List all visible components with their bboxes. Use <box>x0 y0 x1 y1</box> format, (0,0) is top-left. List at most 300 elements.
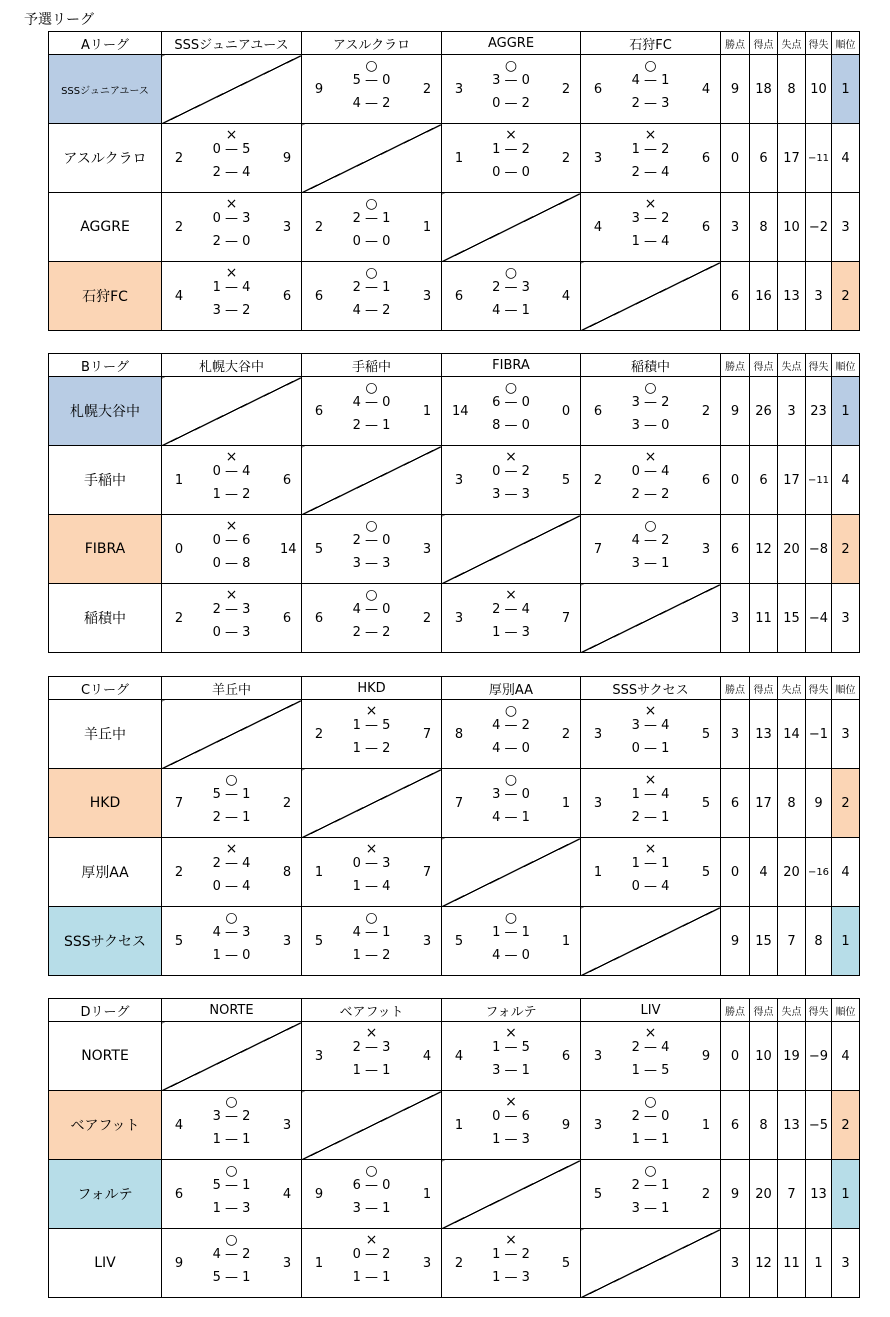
total-score-home: 3 <box>593 1118 603 1133</box>
result-mark: × <box>225 196 238 212</box>
total-score-home: 4 <box>174 1118 184 1133</box>
second-half-score: 2 — 4 <box>631 165 670 180</box>
total-score-home: 5 <box>454 934 464 949</box>
match-cell <box>442 769 581 838</box>
match-result <box>442 907 580 975</box>
match-result <box>162 1229 301 1297</box>
match-cell <box>162 769 302 838</box>
total-score-home: 5 <box>174 934 184 949</box>
match-cell <box>162 193 302 262</box>
total-score-home: 1 <box>314 1256 324 1271</box>
team-row <box>49 1091 860 1160</box>
team-row <box>49 700 860 769</box>
team-column-header: NORTE <box>162 999 302 1022</box>
total-score-home: 6 <box>593 82 603 97</box>
match-result <box>442 55 580 123</box>
points-value: 9 <box>721 1160 750 1229</box>
result-mark: × <box>365 1025 378 1041</box>
total-score-away: 0 <box>561 404 571 419</box>
diagonal-cell <box>581 907 721 976</box>
result-mark: × <box>225 587 238 603</box>
league-header-row <box>49 999 860 1022</box>
team-name: AGGRE <box>49 193 162 262</box>
total-score-away: 2 <box>701 1187 711 1202</box>
result-mark: ○ <box>644 1094 657 1110</box>
league-table-1 <box>48 353 860 653</box>
match-cell <box>581 1160 721 1229</box>
total-score-away: 4 <box>701 82 711 97</box>
total-score-away: 3 <box>282 1256 292 1271</box>
match-cell <box>442 1091 581 1160</box>
result-mark: × <box>505 127 517 143</box>
first-half-score: 2 — 0 <box>352 533 391 548</box>
goals-against-value: 13 <box>778 262 806 331</box>
league-header-row <box>49 677 860 700</box>
stat-header: 得点 <box>750 32 778 55</box>
goals-for-value: 26 <box>750 377 778 446</box>
diagonal-cell <box>442 193 581 262</box>
points-value: 9 <box>721 55 750 124</box>
result-mark: ○ <box>644 58 657 74</box>
goals-against-value: 17 <box>778 446 806 515</box>
points-value: 0 <box>721 446 750 515</box>
diagonal-cell <box>442 1160 581 1229</box>
total-score-home: 3 <box>314 1049 324 1064</box>
result-mark: × <box>505 449 517 465</box>
rank-value: 3 <box>832 193 860 262</box>
goals-for-value: 12 <box>750 515 778 584</box>
team-row <box>49 262 860 331</box>
team-name: FIBRA <box>49 515 162 584</box>
match-cell <box>162 838 302 907</box>
diagonal-cell <box>302 1091 442 1160</box>
team-column-header: アスルクラロ <box>302 32 442 55</box>
second-half-score: 4 — 2 <box>352 96 391 111</box>
total-score-away: 2 <box>561 82 571 97</box>
points-value: 9 <box>721 377 750 446</box>
match-cell <box>581 1022 721 1091</box>
total-score-home: 6 <box>454 289 464 304</box>
total-score-away: 1 <box>561 796 571 811</box>
result-mark: ○ <box>225 1232 238 1248</box>
second-half-score: 0 — 3 <box>212 625 251 640</box>
first-half-score: 4 — 2 <box>492 718 530 733</box>
result-mark: × <box>644 449 657 465</box>
team-column-header: 石狩FC <box>581 32 721 55</box>
league-name: Bリーグ <box>49 354 162 377</box>
match-result <box>581 446 720 514</box>
first-half-score: 5 — 1 <box>212 1178 251 1193</box>
second-half-score: 0 — 2 <box>492 96 530 111</box>
total-score-away: 6 <box>561 1049 571 1064</box>
second-half-score: 1 — 1 <box>212 1132 251 1147</box>
match-result <box>302 907 441 975</box>
team-column-header: LIV <box>581 999 721 1022</box>
goals-for-value: 12 <box>750 1229 778 1298</box>
total-score-home: 1 <box>174 473 184 488</box>
match-cell <box>442 262 581 331</box>
match-cell <box>302 377 442 446</box>
total-score-away: 1 <box>561 934 571 949</box>
goals-for-value: 10 <box>750 1022 778 1091</box>
goals-against-value: 15 <box>778 584 806 653</box>
stat-header: 失点 <box>778 354 806 377</box>
first-half-score: 2 — 1 <box>352 280 391 295</box>
team-name: 厚別AA <box>49 838 162 907</box>
second-half-score: 3 — 3 <box>492 487 530 502</box>
total-score-away: 7 <box>422 727 432 742</box>
total-score-away: 6 <box>701 220 711 235</box>
diagonal-cell <box>442 838 581 907</box>
first-half-score: 4 — 3 <box>212 925 251 940</box>
match-cell <box>302 584 442 653</box>
match-result <box>442 377 580 445</box>
goals-for-value: 13 <box>750 700 778 769</box>
match-result <box>581 1160 720 1228</box>
goal-difference-value: −11 <box>806 124 832 193</box>
result-mark: ○ <box>644 518 657 534</box>
total-score-away: 1 <box>422 220 432 235</box>
match-cell <box>442 124 581 193</box>
goals-against-value: 7 <box>778 907 806 976</box>
total-score-home: 1 <box>454 1118 464 1133</box>
match-cell <box>442 55 581 124</box>
second-half-score: 1 — 3 <box>212 1201 251 1216</box>
total-score-away: 3 <box>701 542 711 557</box>
points-value: 0 <box>721 1022 750 1091</box>
match-cell <box>162 907 302 976</box>
team-name: ベアフット <box>49 1091 162 1160</box>
match-result <box>162 1160 301 1228</box>
total-score-away: 5 <box>561 1256 571 1271</box>
total-score-away: 7 <box>561 611 571 626</box>
second-half-score: 1 — 3 <box>492 1132 530 1147</box>
match-cell <box>442 1022 581 1091</box>
team-name: 石狩FC <box>49 262 162 331</box>
goal-difference-value: −16 <box>806 838 832 907</box>
result-mark: × <box>225 265 238 281</box>
stat-header: 順位 <box>832 677 860 700</box>
team-column-header: 稲積中 <box>581 354 721 377</box>
stat-header: 順位 <box>832 354 860 377</box>
league-table-0 <box>48 31 860 331</box>
goals-for-value: 4 <box>750 838 778 907</box>
second-half-score: 1 — 3 <box>492 1270 530 1285</box>
total-score-home: 4 <box>174 289 184 304</box>
total-score-home: 3 <box>454 82 464 97</box>
total-score-away: 4 <box>422 1049 432 1064</box>
match-cell <box>162 515 302 584</box>
result-mark: × <box>225 449 238 465</box>
match-cell <box>442 1229 581 1298</box>
rank-value: 4 <box>832 124 860 193</box>
second-half-score: 3 — 1 <box>352 1201 391 1216</box>
total-score-home: 4 <box>454 1049 464 1064</box>
total-score-home: 7 <box>174 796 184 811</box>
result-mark: ○ <box>225 1094 238 1110</box>
diagonal-cell <box>162 55 302 124</box>
goals-for-value: 16 <box>750 262 778 331</box>
total-score-away: 1 <box>701 1118 711 1133</box>
goals-against-value: 8 <box>778 769 806 838</box>
first-half-score: 4 — 0 <box>352 602 391 617</box>
rank-value: 1 <box>832 1160 860 1229</box>
team-row <box>49 193 860 262</box>
rank-value: 3 <box>832 700 860 769</box>
match-cell <box>442 907 581 976</box>
goals-for-value: 20 <box>750 1160 778 1229</box>
first-half-score: 3 — 2 <box>631 395 670 410</box>
match-cell <box>162 446 302 515</box>
match-result <box>302 1160 441 1228</box>
match-result <box>581 700 720 768</box>
match-cell <box>162 1091 302 1160</box>
league-name: Cリーグ <box>49 677 162 700</box>
match-result <box>162 193 301 261</box>
stat-header: 得点 <box>750 354 778 377</box>
total-score-home: 2 <box>174 151 184 166</box>
goal-difference-value: −1 <box>806 700 832 769</box>
result-mark: ○ <box>365 196 378 212</box>
total-score-away: 3 <box>282 220 292 235</box>
result-mark: ○ <box>365 518 378 534</box>
second-half-score: 5 — 1 <box>212 1270 251 1285</box>
diagonal-cell <box>302 769 442 838</box>
match-result <box>162 907 301 975</box>
match-result <box>442 700 580 768</box>
second-half-score: 2 — 2 <box>631 487 670 502</box>
goal-difference-value: −8 <box>806 515 832 584</box>
stat-header: 得失 <box>806 677 832 700</box>
goal-difference-value: −5 <box>806 1091 832 1160</box>
first-half-score: 4 — 2 <box>631 533 670 548</box>
result-mark: ○ <box>225 1163 238 1179</box>
match-result <box>302 262 441 330</box>
result-mark: × <box>644 127 657 143</box>
goals-against-value: 20 <box>778 515 806 584</box>
match-result <box>302 1022 441 1090</box>
points-value: 0 <box>721 124 750 193</box>
goals-against-value: 10 <box>778 193 806 262</box>
team-column-header: SSSサクセス <box>581 677 721 700</box>
first-half-score: 2 — 1 <box>631 1178 670 1193</box>
first-half-score: 4 — 2 <box>212 1247 251 1262</box>
total-score-away: 9 <box>282 151 292 166</box>
diagonal-cell <box>581 262 721 331</box>
team-name: SSSサクセス <box>49 907 162 976</box>
goals-against-value: 11 <box>778 1229 806 1298</box>
stat-header: 順位 <box>832 32 860 55</box>
total-score-away: 6 <box>282 611 292 626</box>
match-result <box>162 1091 301 1159</box>
total-score-away: 14 <box>280 542 297 557</box>
match-cell <box>302 1160 442 1229</box>
goals-against-value: 20 <box>778 838 806 907</box>
result-mark: ○ <box>365 380 378 396</box>
points-value: 9 <box>721 907 750 976</box>
result-mark: ○ <box>644 380 657 396</box>
total-score-away: 2 <box>701 404 711 419</box>
team-column-header: フォルテ <box>442 999 581 1022</box>
first-half-score: 2 — 1 <box>352 211 391 226</box>
result-mark: ○ <box>225 910 238 926</box>
second-half-score: 2 — 2 <box>352 625 391 640</box>
league-table-3 <box>48 998 860 1298</box>
total-score-away: 1 <box>422 404 432 419</box>
match-result <box>442 124 580 192</box>
match-cell <box>442 446 581 515</box>
page-title: 予選リーグ <box>24 12 94 28</box>
match-cell <box>581 446 721 515</box>
match-cell <box>162 262 302 331</box>
team-row <box>49 838 860 907</box>
first-half-score: 2 — 4 <box>492 602 530 617</box>
second-half-score: 1 — 4 <box>352 879 391 894</box>
league-name: Dリーグ <box>49 999 162 1022</box>
match-cell <box>581 838 721 907</box>
second-half-score: 1 — 2 <box>352 741 391 756</box>
total-score-home: 5 <box>314 934 324 949</box>
result-mark: × <box>365 1232 378 1248</box>
result-mark: ○ <box>644 1163 657 1179</box>
second-half-score: 4 — 1 <box>492 303 530 318</box>
match-result <box>162 124 301 192</box>
match-result <box>302 1229 441 1297</box>
first-half-score: 4 — 1 <box>352 925 391 940</box>
team-name: アスルクラロ <box>49 124 162 193</box>
total-score-away: 3 <box>282 1118 292 1133</box>
team-name: 稲積中 <box>49 584 162 653</box>
match-result <box>302 515 441 583</box>
total-score-home: 2 <box>454 1256 464 1271</box>
second-half-score: 1 — 2 <box>352 948 391 963</box>
team-column-header: SSSジュニアユース <box>162 32 302 55</box>
match-result <box>581 769 720 837</box>
result-mark: × <box>505 1232 517 1248</box>
first-half-score: 2 — 4 <box>631 1040 670 1055</box>
second-half-score: 1 — 4 <box>631 234 670 249</box>
match-result <box>442 769 580 837</box>
team-name: HKD <box>49 769 162 838</box>
total-score-home: 6 <box>174 1187 184 1202</box>
second-half-score: 2 — 1 <box>631 810 670 825</box>
first-half-score: 0 — 4 <box>631 464 670 479</box>
goal-difference-value: 3 <box>806 262 832 331</box>
goal-difference-value: −9 <box>806 1022 832 1091</box>
diagonal-cell <box>162 700 302 769</box>
match-cell <box>302 907 442 976</box>
league-name: Aリーグ <box>49 32 162 55</box>
goals-for-value: 18 <box>750 55 778 124</box>
points-value: 6 <box>721 1091 750 1160</box>
team-column-header: AGGRE <box>442 32 581 55</box>
total-score-home: 5 <box>593 1187 603 1202</box>
result-mark: × <box>644 841 657 857</box>
match-result <box>581 55 720 123</box>
stat-header: 失点 <box>778 32 806 55</box>
first-half-score: 4 — 0 <box>352 395 391 410</box>
total-score-home: 9 <box>174 1256 184 1271</box>
match-result <box>442 262 580 330</box>
rank-value: 2 <box>832 1091 860 1160</box>
team-row <box>49 769 860 838</box>
second-half-score: 1 — 2 <box>212 487 251 502</box>
match-result <box>581 1091 720 1159</box>
second-half-score: 4 — 2 <box>352 303 391 318</box>
match-result <box>581 377 720 445</box>
first-half-score: 0 — 2 <box>352 1247 391 1262</box>
total-score-home: 0 <box>174 542 184 557</box>
match-result <box>581 193 720 261</box>
diagonal-cell <box>581 1229 721 1298</box>
match-cell <box>581 193 721 262</box>
points-value: 3 <box>721 700 750 769</box>
total-score-home: 1 <box>454 151 464 166</box>
match-cell <box>442 584 581 653</box>
result-mark: × <box>365 703 378 719</box>
total-score-away: 3 <box>422 1256 432 1271</box>
stat-header: 勝点 <box>721 32 750 55</box>
team-column-header: 羊丘中 <box>162 677 302 700</box>
goals-for-value: 17 <box>750 769 778 838</box>
second-half-score: 1 — 1 <box>631 1132 670 1147</box>
result-mark: × <box>505 587 517 603</box>
second-half-score: 1 — 1 <box>352 1063 391 1078</box>
goal-difference-value: 10 <box>806 55 832 124</box>
total-score-away: 3 <box>282 934 292 949</box>
goal-difference-value: 8 <box>806 907 832 976</box>
team-row <box>49 124 860 193</box>
total-score-away: 5 <box>701 796 711 811</box>
total-score-home: 4 <box>593 220 603 235</box>
team-row <box>49 1022 860 1091</box>
second-half-score: 1 — 3 <box>492 625 530 640</box>
total-score-home: 14 <box>452 404 469 419</box>
stat-header: 得点 <box>750 677 778 700</box>
team-name: フォルテ <box>49 1160 162 1229</box>
result-mark: ○ <box>504 58 518 74</box>
match-result <box>581 838 720 906</box>
first-half-score: 0 — 4 <box>212 464 251 479</box>
result-mark: × <box>505 1094 517 1110</box>
goals-for-value: 11 <box>750 584 778 653</box>
result-mark: ○ <box>504 703 518 719</box>
match-result <box>302 584 441 652</box>
total-score-home: 2 <box>593 473 603 488</box>
total-score-away: 2 <box>422 82 432 97</box>
total-score-home: 9 <box>314 1187 324 1202</box>
match-cell <box>581 124 721 193</box>
diagonal-cell <box>302 124 442 193</box>
second-half-score: 3 — 1 <box>631 556 670 571</box>
rank-value: 2 <box>832 262 860 331</box>
match-result <box>442 1229 580 1297</box>
goals-for-value: 6 <box>750 124 778 193</box>
result-mark: × <box>225 841 238 857</box>
goals-against-value: 8 <box>778 55 806 124</box>
total-score-home: 6 <box>314 404 324 419</box>
stat-header: 得失 <box>806 32 832 55</box>
points-value: 6 <box>721 515 750 584</box>
goal-difference-value: 23 <box>806 377 832 446</box>
total-score-home: 6 <box>314 611 324 626</box>
team-row <box>49 55 860 124</box>
match-cell <box>302 262 442 331</box>
second-half-score: 1 — 1 <box>352 1270 391 1285</box>
second-half-score: 0 — 0 <box>352 234 391 249</box>
goal-difference-value: 13 <box>806 1160 832 1229</box>
goals-for-value: 6 <box>750 446 778 515</box>
